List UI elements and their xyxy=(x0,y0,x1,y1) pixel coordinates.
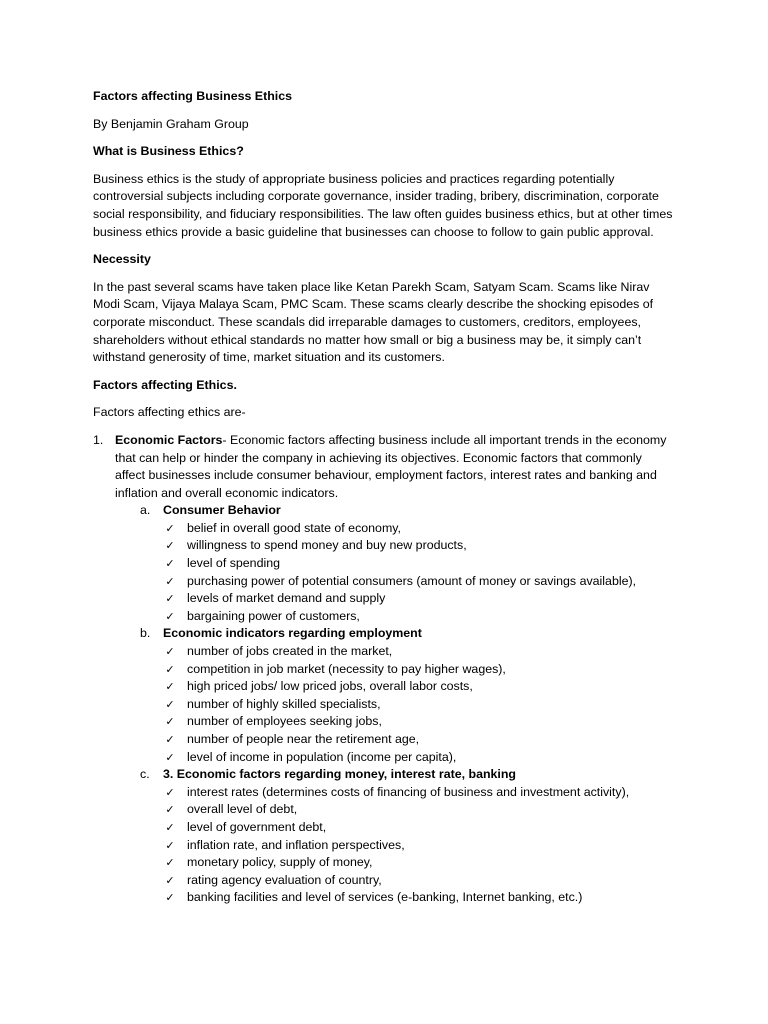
checklist-item-text: monetary policy, supply of money, xyxy=(187,855,373,870)
checklist-item xyxy=(163,837,673,855)
checklist-item xyxy=(163,854,673,872)
section-heading-what-is: What is Business Ethics? xyxy=(93,144,244,159)
factors-intro: Factors affecting ethics are- xyxy=(93,405,246,420)
sub-factor-letter: a. xyxy=(140,503,151,518)
checklist-item-text: number of jobs created in the market, xyxy=(187,644,393,659)
checklist-item-text: competition in job market (necessity to pay higher wages), xyxy=(187,661,506,676)
checkmark-icon: ✓ xyxy=(165,891,175,905)
checklist-item-text: level of spending xyxy=(187,556,280,571)
sub-factor-letter: c. xyxy=(140,767,150,782)
checkmark-icon: ✓ xyxy=(165,645,175,659)
checklist-item-text: interest rates (determines costs of financing of business and investment activity), xyxy=(187,784,630,799)
factor-description: - Economic factors affecting business include all important trends in the economy that can help or hinder the company in achieving its objectives. Economic factors that commonly affect businesses include consumer behaviour, employment factors, interest rates and banking and inflation and overall economic indicators. xyxy=(115,432,667,500)
checkmark-icon: ✓ xyxy=(165,574,175,588)
checklist-item xyxy=(163,801,673,819)
checklist-item-text: level of income in population (income per capita), xyxy=(187,749,457,764)
checklist-item-text: belief in overall good state of economy, xyxy=(187,520,401,535)
checkmark-icon: ✓ xyxy=(165,539,175,553)
checkmark-icon: ✓ xyxy=(165,521,175,535)
checklist-item xyxy=(163,590,673,608)
checkmark-icon: ✓ xyxy=(165,592,175,606)
checkmark-icon: ✓ xyxy=(165,662,175,676)
checklist-item-text: overall level of debt, xyxy=(187,802,298,817)
checkmark-icon: ✓ xyxy=(165,873,175,887)
sub-factor-item xyxy=(115,625,673,766)
checklist-item-text: willingness to spend money and buy new products, xyxy=(187,538,467,553)
sub-factor-item xyxy=(115,766,673,907)
byline: By Benjamin Graham Group xyxy=(93,116,249,131)
checklist-item xyxy=(163,749,673,767)
checklist-item-text: inflation rate, and inflation perspectives, xyxy=(187,837,405,852)
checklist-item xyxy=(163,537,673,555)
checkmark-icon: ✓ xyxy=(165,856,175,870)
factor-number: 1. xyxy=(93,432,104,447)
checklist-item xyxy=(163,872,673,890)
checklist-item xyxy=(163,784,673,802)
checklist xyxy=(163,784,673,907)
checklist-item xyxy=(163,678,673,696)
checklist-item xyxy=(163,889,673,907)
checkmark-icon: ✓ xyxy=(165,680,175,694)
checkmark-icon: ✓ xyxy=(165,697,175,711)
checklist-item-text: purchasing power of potential consumers (amount of money or savings available), xyxy=(187,573,637,588)
checklist-item xyxy=(163,573,673,591)
checklist-item-text: number of people near the retirement age, xyxy=(187,732,420,746)
sub-factor-title: Economic indicators regarding employment xyxy=(163,626,422,641)
checkmark-icon: ✓ xyxy=(165,557,175,571)
checklist-item xyxy=(163,520,673,538)
sub-factor-title: 3. Economic factors regarding money, interest rate, banking xyxy=(163,767,516,782)
checklist-item xyxy=(163,555,673,573)
checklist-item xyxy=(163,643,673,661)
checkmark-icon: ✓ xyxy=(165,750,175,764)
checklist-item-text: bargaining power of customers, xyxy=(187,608,360,623)
checklist xyxy=(163,643,673,766)
checkmark-icon: ✓ xyxy=(165,733,175,746)
checklist-item-text: number of highly skilled specialists, xyxy=(187,696,381,711)
section-heading-necessity: Necessity xyxy=(93,252,151,267)
checkmark-icon: ✓ xyxy=(165,785,175,799)
necessity-paragraph: In the past several scams have taken place like Ketan Parekh Scam, Satyam Scam. Scams like Nirav Modi Scam, Vijaya Malaya Scam, PMC Scam. These scams clearly describe the shocking episodes of corporate misconduct. These scandals did irreparable damages to customers, creditors, employees, shareholders without ethical standards no matter how small or big a business may be, it simply can’t withstand generosity of time, market situation and its customers. xyxy=(93,279,654,365)
checklist-item-text: number of employees seeking jobs, xyxy=(187,714,382,729)
factor-item xyxy=(93,432,673,907)
checklist-item xyxy=(163,819,673,837)
checklist-item xyxy=(163,731,673,749)
checkmark-icon: ✓ xyxy=(165,609,175,623)
checklist xyxy=(163,520,673,626)
section-heading-factors: Factors affecting Ethics. xyxy=(93,377,237,392)
sub-factor-letter: b. xyxy=(140,626,151,641)
document-body xyxy=(93,88,673,907)
checkmark-icon: ✓ xyxy=(165,803,175,817)
factor-title: Economic Factors xyxy=(115,432,223,447)
checklist-item-text: banking facilities and level of services (e-banking, Internet banking, etc.) xyxy=(187,890,583,905)
checklist-item-text: high priced jobs/ low priced jobs, overall labor costs, xyxy=(187,679,473,694)
factors-list xyxy=(93,432,673,907)
sub-factor-list xyxy=(115,502,673,907)
checklist-item xyxy=(163,713,673,731)
sub-factor-title: Consumer Behavior xyxy=(163,503,281,518)
checklist-item-text: rating agency evaluation of country, xyxy=(187,872,382,887)
sub-factor-item xyxy=(115,502,673,625)
checkmark-icon: ✓ xyxy=(165,820,175,834)
checklist-item xyxy=(163,661,673,679)
checklist-item-text: levels of market demand and supply xyxy=(187,591,386,606)
intro-paragraph: Business ethics is the study of appropriate business policies and practices regarding potentially controversial subjects including corporate governance, insider trading, bribery, discrimination, corporate social responsibility, and fiduciary responsibilities. The law often guides business ethics, but at other times business ethics provide a basic guideline that businesses can choose to follow to gain public approval. xyxy=(93,171,673,239)
checkmark-icon: ✓ xyxy=(165,715,175,729)
checklist-item xyxy=(163,696,673,714)
checklist-item xyxy=(163,608,673,626)
document-title: Factors affecting Business Ethics xyxy=(93,89,292,103)
checklist-item-text: level of government debt, xyxy=(187,819,327,834)
checkmark-icon: ✓ xyxy=(165,838,175,852)
